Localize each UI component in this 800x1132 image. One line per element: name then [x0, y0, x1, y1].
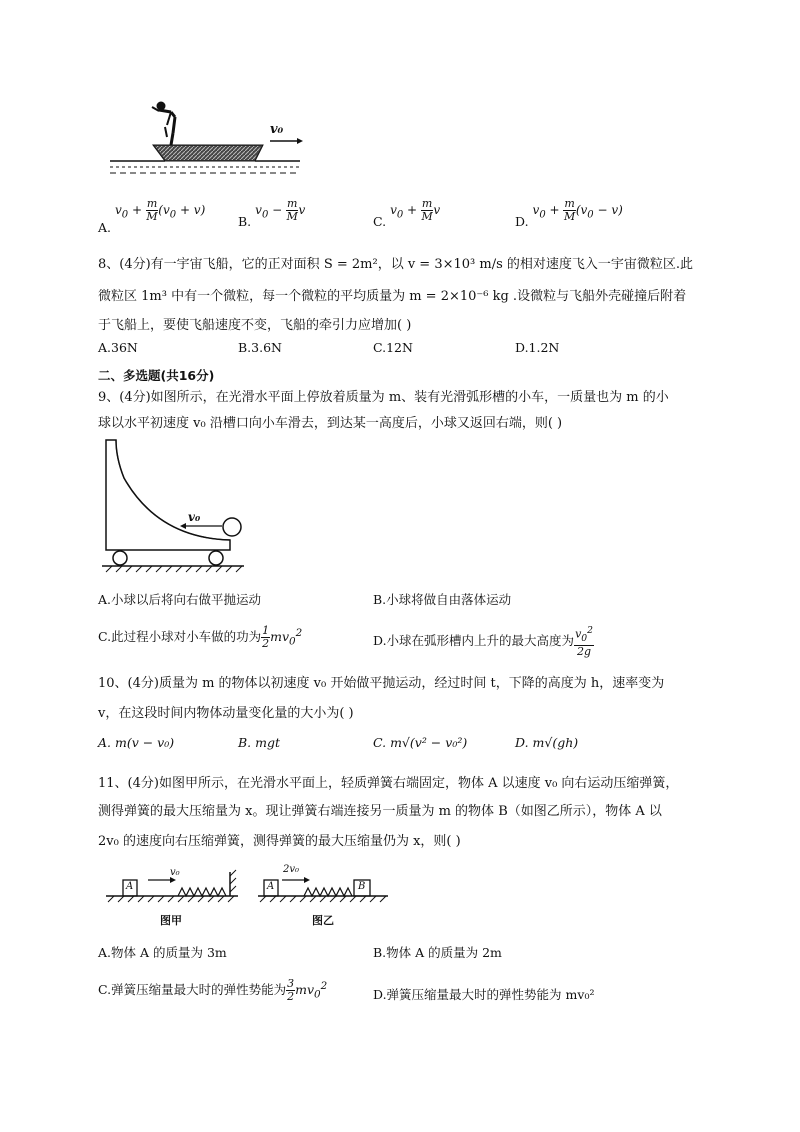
boat-figure [105, 95, 305, 185]
q10-option-b[interactable]: B. mgt [238, 735, 281, 750]
q8-line-1: 8、(4分)有一宇宙飞船，它的正对面积 S = 2m²，以 v = 3×10³ m/s 的相对速度飞入一宇宙微粒区.此 [98, 257, 694, 272]
q8-line-3: 于飞船上，要使飞船速度不变，飞船的牵引力应增加( ) [98, 318, 412, 333]
q9-option-c[interactable] [98, 625, 302, 650]
wheel-right-icon [209, 551, 223, 565]
q10-line-2: v，在这段时间内物体动量变化量的大小为( ) [98, 706, 354, 721]
fig-right-block-b-label: B [358, 881, 366, 892]
q8-option-b[interactable]: B.3.6N [238, 340, 282, 355]
q7-option-a[interactable] [98, 197, 206, 235]
q10-line-1: 10、(4分)质量为 m 的物体以初速度 v₀ 开始做平抛运动，经过时间 t，下降的高度为 h，速率变为 [98, 676, 665, 691]
q9-option-d[interactable] [373, 625, 594, 658]
q7-option-b-expr: $v_0$ − $\frac{m}{M}$ v [255, 197, 306, 223]
q11-option-b[interactable]: B.物体 A 的质量为 2m [373, 945, 502, 960]
q7-option-c-expr: $v_0$ + $\frac{m}{M}$ v [390, 197, 441, 223]
section-heading-multi-choice: 二、多选题(共16分) [98, 368, 215, 383]
q7-option-d-letter: D. [515, 214, 529, 229]
q9-figure-velocity-label: v₀ [188, 510, 201, 524]
water-lines [110, 161, 300, 173]
q11-line-1: 11、(4分)如图甲所示，在光滑水平面上，轻质弹簧右端固定，物体 A 以速度 v₀ 向右运动压缩弹簧， [98, 776, 679, 791]
q11-option-c-expr: $\frac{3}{2}$ $mv_0^2$ [287, 977, 328, 1003]
fig-left-velocity-label: v₀ [170, 867, 180, 878]
q7-option-c[interactable] [373, 197, 441, 235]
q7-option-b-letter: B. [238, 214, 252, 229]
q9-option-b[interactable]: B.小球将做自由落体运动 [373, 592, 512, 607]
fig-left-caption: 图甲 [160, 914, 182, 927]
fig-left-block-a-label: A [126, 881, 134, 892]
q7-option-a-letter: A. [98, 220, 112, 235]
ball-icon [223, 518, 241, 536]
q7-option-d-expr: $v_0$ + $\frac{m}{M}$ $(v_0 - v)$ [532, 197, 623, 223]
q8-option-c[interactable]: C.12N [373, 340, 413, 355]
fig-right-velocity-label: 2v₀ [283, 864, 300, 875]
q9-line-2: 球以水平初速度 v₀ 沿槽口向小车滑去，到达某一高度后，小球又返回右端，则( ) [98, 416, 563, 431]
q7-option-b[interactable] [238, 197, 306, 235]
q10-option-a[interactable]: A. m(v − v₀) [98, 735, 175, 750]
q7-option-d[interactable] [515, 197, 623, 235]
q9-line-1: 9、(4分)如图所示，在光滑水平面上停放着质量为 m、装有光滑弧形槽的小车，一质量也为 m 的小 [98, 390, 669, 405]
cart-track-figure [98, 438, 248, 578]
q11-option-d[interactable]: D.弹簧压缩量最大时的弹性势能为 mv₀² [373, 987, 595, 1002]
q7-option-a-expr: $v_0$ + $\frac{m}{M}$ $(v_0 + v)$ [115, 197, 206, 223]
spring-figure-right [256, 858, 391, 918]
q10-option-d[interactable]: D. m√(gh) [515, 735, 579, 750]
q11-option-a[interactable]: A.物体 A 的质量为 3m [98, 945, 227, 960]
q11-line-3: 2v₀ 的速度向右压缩弹簧，测得弹簧的最大压缩量仍为 x，则( ) [98, 834, 461, 849]
q9-option-c-text: C.此过程小球对小车做的功为 [98, 629, 262, 644]
spring-left [178, 888, 226, 896]
spring-right [304, 888, 352, 896]
q11-line-2: 测得弹簧的最大压缩量为 x。现让弹簧右端连接另一质量为 m 的物体 B（如图乙所示），物体 A 以 [98, 804, 662, 819]
person-icon [152, 102, 175, 145]
q8-option-a[interactable]: A.36N [98, 340, 138, 355]
q8-option-d[interactable]: D.1.2N [515, 340, 560, 355]
q9-option-d-expr: $\frac{v_0^2}{2g}$ [575, 625, 593, 658]
q9-option-a[interactable]: A.小球以后将向右做平抛运动 [98, 592, 262, 607]
fig-right-caption: 图乙 [312, 914, 334, 927]
cart-body [106, 440, 230, 550]
boat-velocity-label: v₀ [270, 122, 284, 137]
q9-option-c-expr: $\frac{1}{2}$ $mv_0^2$ [262, 624, 303, 650]
q8-line-2: 微粒区 1m³ 中有一个微粒，每一个微粒的平均质量为 m = 2×10⁻⁶ kg .设微粒与飞船外壳碰撞后附着 [98, 289, 687, 304]
fig-right-block-a-label: A [267, 881, 275, 892]
q11-option-c[interactable] [98, 978, 327, 1003]
wheel-left-icon [113, 551, 127, 565]
q7-option-c-letter: C. [373, 214, 387, 229]
q10-option-c[interactable]: C. m√(v² − v₀²) [373, 735, 468, 750]
q9-option-d-text: D.小球在弧形槽内上升的最大高度为 [373, 632, 575, 648]
q11-option-c-text: C.弹簧压缩量最大时的弹性势能为 [98, 982, 287, 997]
